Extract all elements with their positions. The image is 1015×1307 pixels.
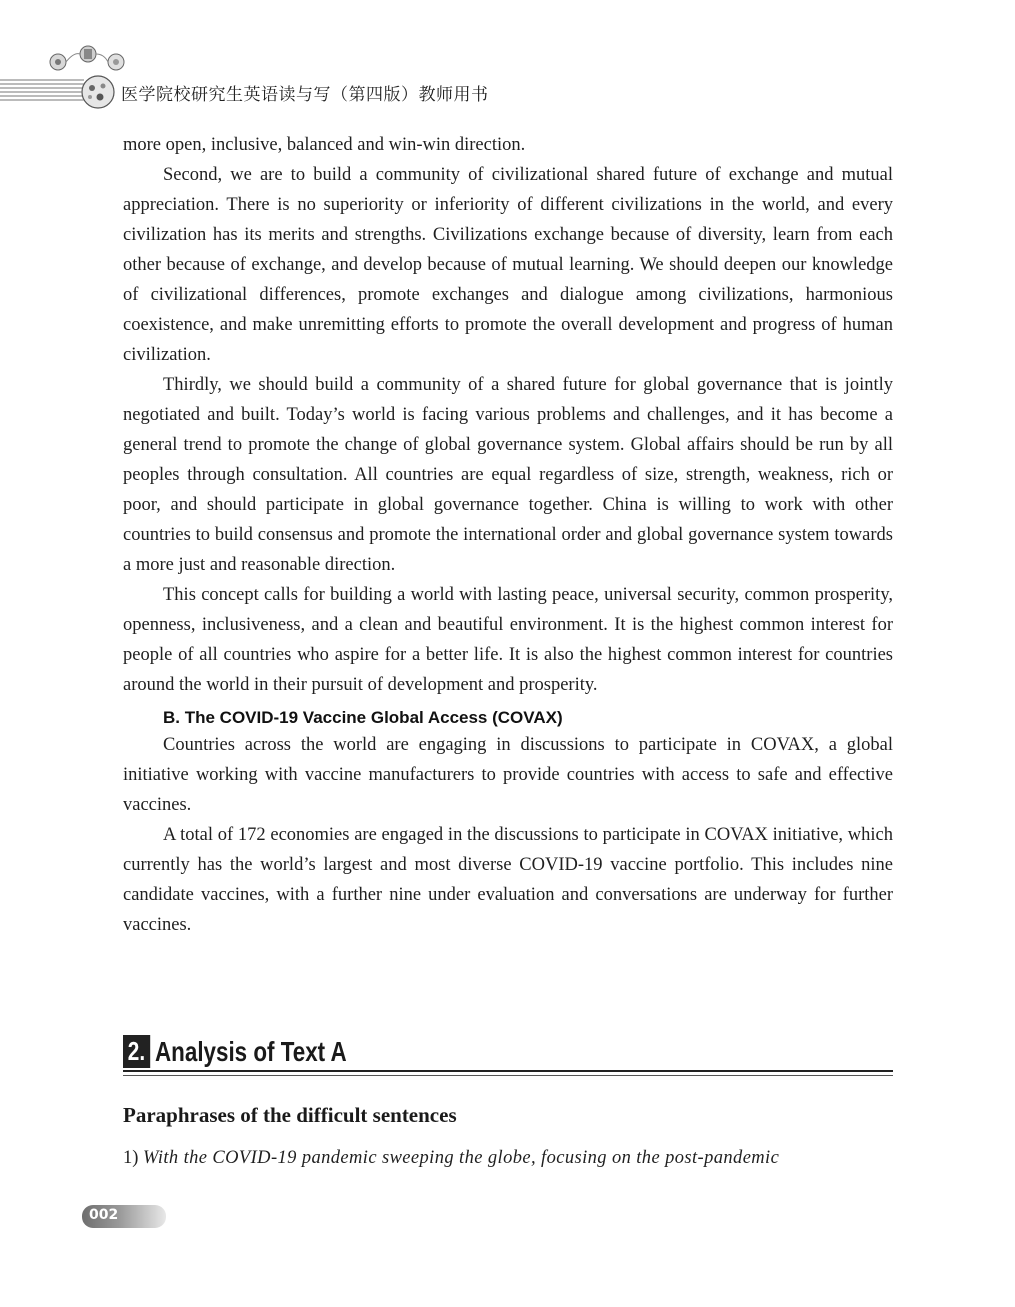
section-heading (123, 1035, 893, 1077)
covax-subheading: B. The COVID-19 Vaccine Global Access (COVAX) (163, 708, 563, 727)
paragraph-thirdly: Thirdly, we should build a community of a shared future for global governance that is jointly negotiated and built. Today’s world is facing various problems and challenges, and it has become a general trend to promote the change of global governance system. Global affairs should be run by all peoples through consultation. All countries are equal regardless of size, strength, weakness, rich or poor, and should participate in global governance together. China is willing to work with other countries to build consensus and promote the international order and global governance system towards a more just and reasonable direction. (123, 375, 893, 575)
paragraph-concept: This concept calls for building a world with lasting peace, universal security, common prosperity, openness, inclusiveness, and a clean and beautiful environment. It is the highest common interest for people of all countries who aspire for a better life. It is also the highest common interest for countries around the world in their pursuit of development and prosperity. (123, 585, 893, 695)
paragraph-second: Second, we are to build a community of civilizational shared future of exchange and mutual appreciation. There is no superiority or inferiority of different civilizations in the world, and every civilization has its merits and strengths. Civilizations exchange because of diversity, learn from each other because of exchange, and develop because of mutual learning. We should deepen our knowledge of civilizational differences, promote exchanges and dialogue among civilizations, harmonious coexistence, and make unremitting efforts to promote the overall development and progress of human civilization. (123, 165, 893, 365)
page-number: 002 (89, 1207, 119, 1223)
paragraph-covax-1: Countries across the world are engaging in discussions to participate in COVAX, a global initiative working with vaccine manufacturers to provide countries with access to safe and effective vaccines. (123, 735, 893, 815)
section-rule (123, 1070, 893, 1072)
section-title: Analysis of Text A (154, 1035, 347, 1067)
paragraph-covax-2: A total of 172 economies are engaged in the discussions to participate in COVAX initiative, which currently has the world’s largest and most diverse COVID-19 vaccine portfolio. This includes nine candidate vaccines, with a further nine under evaluation and conversations are underway for further vaccines. (123, 825, 893, 935)
item-text: With the COVID-19 pandemic sweeping the globe, focusing on the post-pandemic (143, 1148, 780, 1168)
header-decoration-icon (0, 44, 130, 114)
item-number: 1) (123, 1148, 139, 1168)
section-rule-thin (123, 1075, 893, 1076)
paraphrase-item (123, 1143, 893, 1173)
main-text (123, 130, 893, 940)
paragraph-continuation: more open, inclusive, balanced and win-win direction. (123, 135, 526, 155)
paraphrases-heading: Paraphrases of the difficult sentences (123, 1103, 457, 1127)
section-number-badge: 2. (123, 1035, 150, 1068)
book-title: 医学院校研究生英语读与写（第四版）教师用书 (121, 85, 489, 105)
